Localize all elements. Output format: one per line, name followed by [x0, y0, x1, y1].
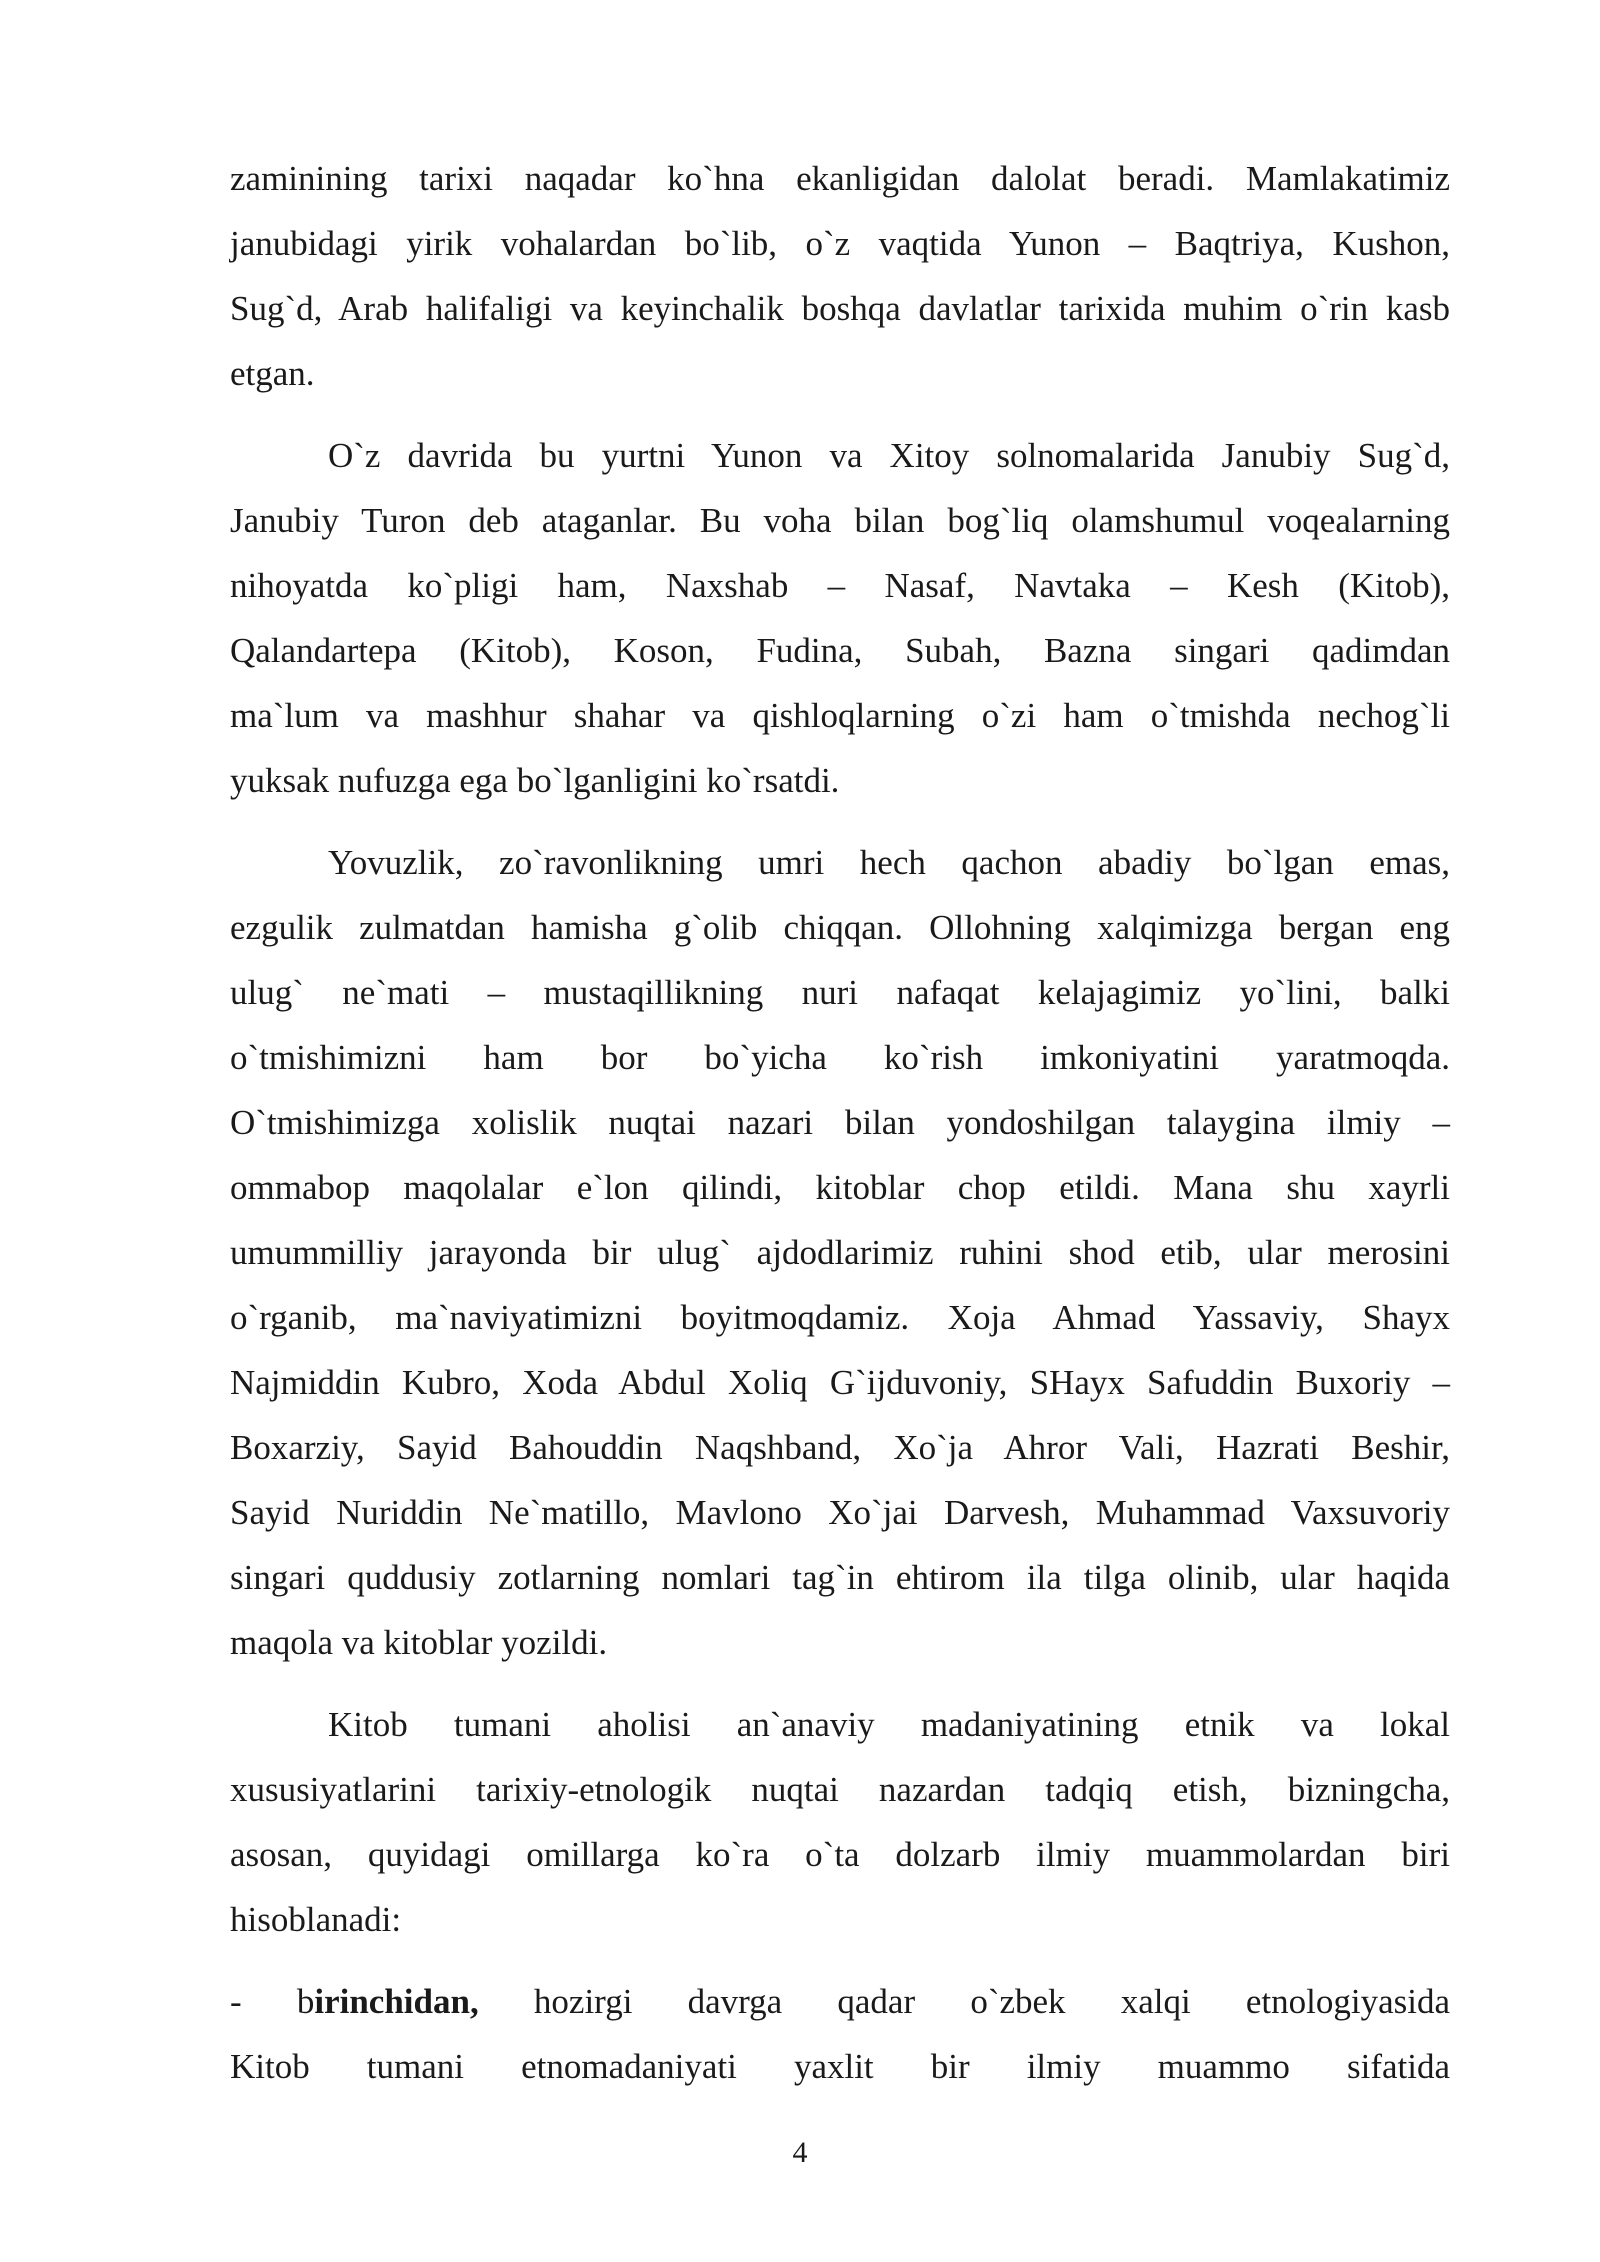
text-line: Sayid Nuriddin Ne`matillo, Mavlono Xo`jai Darvesh, Muhammad Vaxsuvoriy	[230, 1493, 1450, 1532]
text-line	[230, 1969, 1450, 2034]
list-line1-rest: hozirgi davrga qadar o`zbek xalqi etnologiyasida	[533, 1982, 1451, 2021]
text-line: Kitob tumani aholisi an`anaviy madaniyatining etnik va lokal	[328, 1705, 1450, 1744]
text-line: xususiyatlarini tarixiy-etnologik nuqtai nazardan tadqiq etish, bizningcha,	[230, 1770, 1450, 1809]
paragraph-3	[230, 830, 1450, 1675]
text-line: hisoblanadi:	[230, 1900, 402, 1939]
text-line: ommabop maqolalar e`lon qilindi, kitoblar chop etildi. Mana shu xayrli	[230, 1168, 1450, 1207]
text-line: nihoyatda ko`pligi ham, Naxshab – Nasaf, Navtaka – Kesh (Kitob),	[230, 566, 1450, 605]
paragraph-1	[230, 146, 1450, 406]
paragraph-4	[230, 1692, 1450, 1952]
body-text	[230, 146, 1450, 2116]
text-line: Kitob tumani etnomadaniyati yaxlit bir ilmiy muammo sifatida	[230, 2047, 1450, 2086]
list-dash: -	[230, 1982, 242, 2021]
text-line: maqola va kitoblar yozildi.	[230, 1623, 608, 1662]
text-line: O`tmishimizga xolislik nuqtai nazari bilan yondoshilgan talaygina ilmiy –	[230, 1103, 1450, 1142]
list-lead-bold: irinchidan,	[314, 1982, 479, 2021]
text-line: zaminining tarixi naqadar ko`hna ekanligidan dalolat beradi. Mamlakatimiz	[230, 159, 1450, 198]
text-line: Najmiddin Kubro, Xoda Abdul Xoliq G`ijduvoniy, SHayx Safuddin Buxoriy –	[230, 1363, 1450, 1402]
text-line: Yovuzlik, zo`ravonlikning umri hech qachon abadiy bo`lgan emas,	[328, 843, 1450, 882]
text-line: etgan.	[230, 354, 315, 393]
text-line: Boxarziy, Sayid Bahouddin Naqshband, Xo`ja Ahror Vali, Hazrati Beshir,	[230, 1428, 1450, 1467]
list-lead-word	[297, 1982, 479, 2021]
text-line: asosan, quyidagi omillarga ko`ra o`ta dolzarb ilmiy muammolardan biri	[230, 1835, 1450, 1874]
text-line: Sug`d, Arab halifaligi va keyinchalik boshqa davlatlar tarixida muhim o`rin kasb	[230, 289, 1450, 328]
text-line: o`tmishimizni ham bor bo`yicha ko`rish imkoniyatini yaratmoqda.	[230, 1038, 1450, 1077]
text-line: ulug` ne`mati – mustaqillikning nuri nafaqat kelajagimiz yo`lini, balki	[230, 973, 1450, 1012]
page-number: 4	[792, 2136, 808, 2169]
text-line: ma`lum va mashhur shahar va qishloqlarning o`zi ham o`tmishda nechog`li	[230, 696, 1450, 735]
text-line: O`z davrida bu yurtni Yunon va Xitoy solnomalarida Janubiy Sug`d,	[328, 436, 1450, 475]
text-line: Janubiy Turon deb ataganlar. Bu voha bilan bog`liq olamshumul voqealarning	[230, 501, 1450, 540]
text-line: umummilliy jarayonda bir ulug` ajdodlarimiz ruhini shod etib, ular merosini	[230, 1233, 1450, 1272]
list-item-first	[230, 1969, 1450, 2099]
paragraph-2	[230, 423, 1450, 813]
list-lead-plain: b	[296, 1982, 315, 2021]
text-line: o`rganib, ma`naviyatimizni boyitmoqdamiz. Xoja Ahmad Yassaviy, Shayx	[230, 1298, 1450, 1337]
text-line: singari quddusiy zotlarning nomlari tag`in ehtirom ila tilga olinib, ular haqida	[230, 1558, 1450, 1597]
text-line: janubidagi yirik vohalardan bo`lib, o`z vaqtida Yunon – Baqtriya, Kushon,	[230, 224, 1450, 263]
text-line: Qalandartepa (Kitob), Koson, Fudina, Subah, Bazna singari qadimdan	[230, 631, 1450, 670]
text-line: ezgulik zulmatdan hamisha g`olib chiqqan. Ollohning xalqimizga bergan eng	[230, 908, 1450, 947]
text-line: yuksak nufuzga ega bo`lganligini ko`rsatdi.	[230, 761, 840, 800]
